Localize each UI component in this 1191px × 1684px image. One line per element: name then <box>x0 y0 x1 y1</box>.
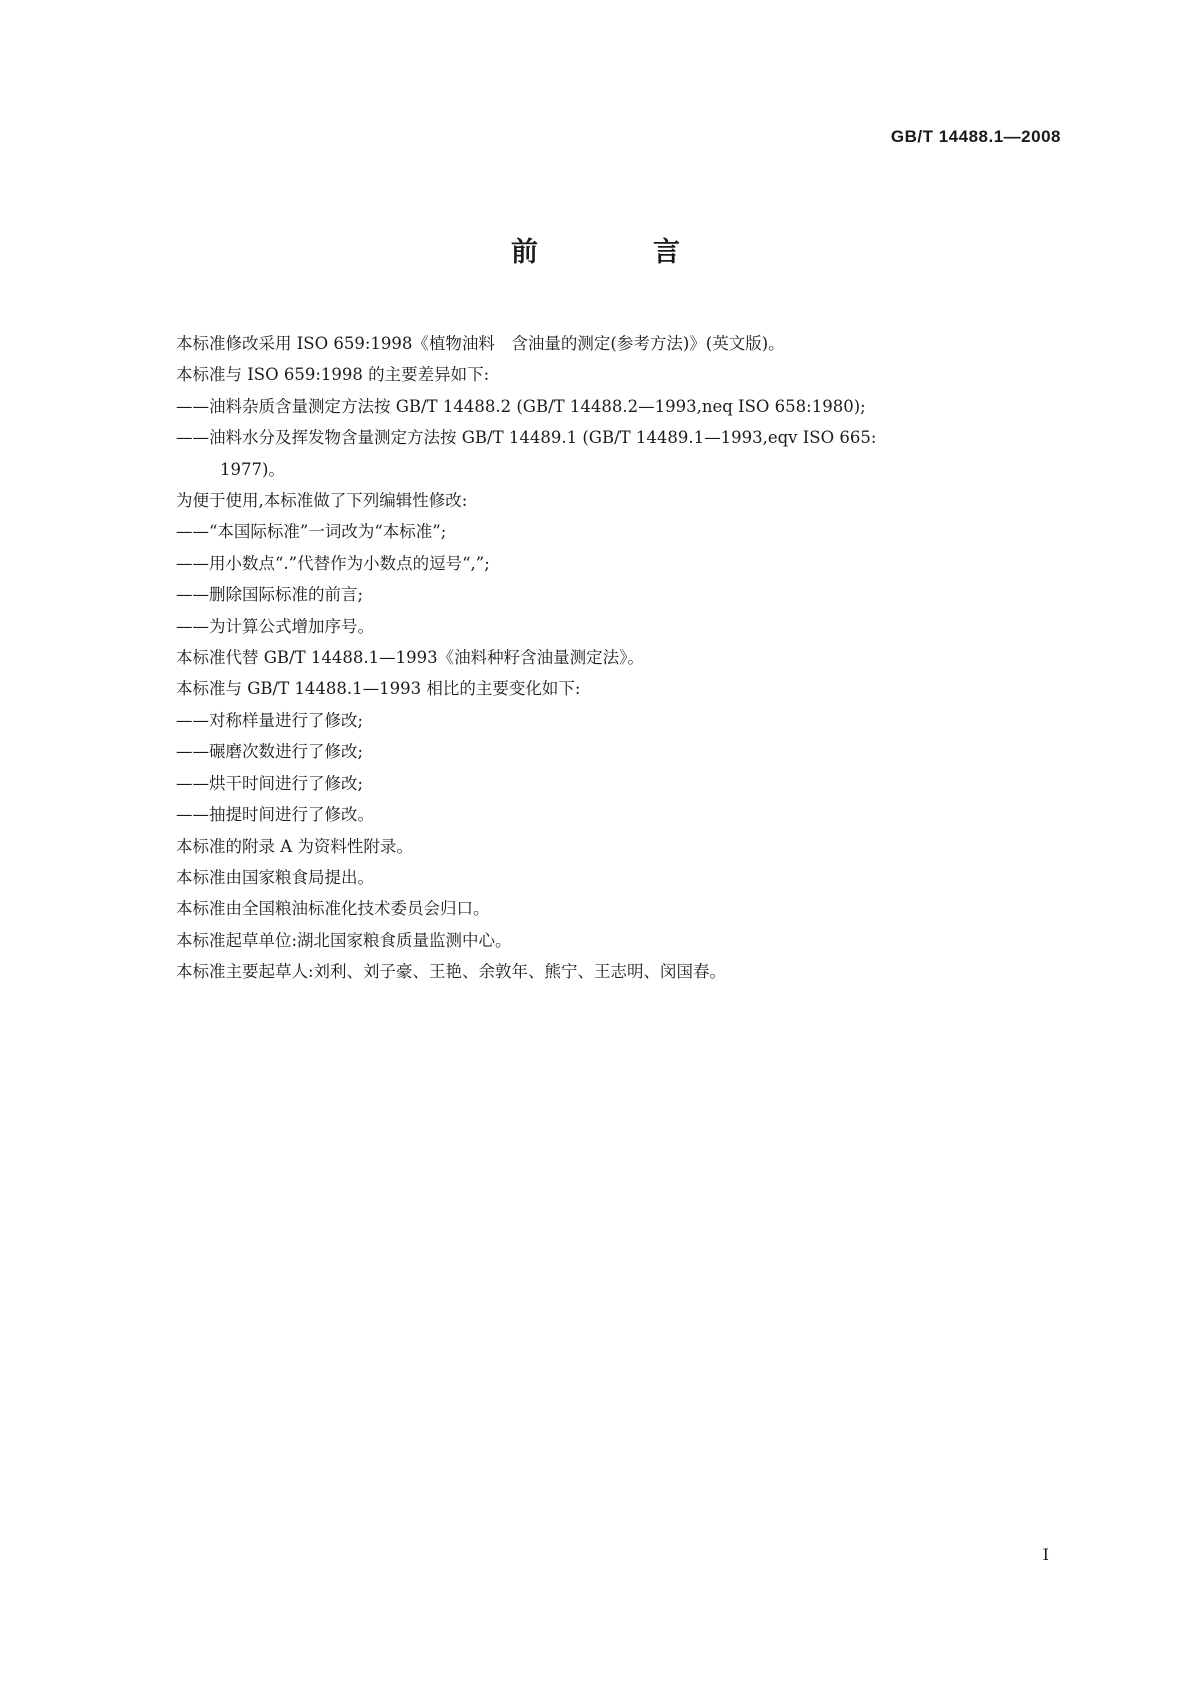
paragraph-differences-intro: 本标准与 ISO 659:1998 的主要差异如下: <box>176 365 490 385</box>
paragraph-editorial-intro: 为便于使用,本标准做了下列编辑性修改: <box>176 491 468 511</box>
paragraph-proposed-by: 本标准由国家粮食局提出。 <box>176 867 374 887</box>
page-number: I <box>1042 1545 1049 1564</box>
paragraph-annex: 本标准的附录 A 为资料性附录。 <box>176 836 413 856</box>
page-title: 前 言 <box>511 237 724 268</box>
list-item-editorial-2: ——用小数点“.”代替作为小数点的逗号“,”; <box>176 553 490 573</box>
foreword-body <box>176 328 1076 988</box>
list-item-change-3: ——烘干时间进行了修改; <box>176 773 364 793</box>
paragraph-drafters: 本标准主要起草人:刘利、刘子豪、王艳、余敦年、熊宁、王志明、闵国春。 <box>176 962 727 982</box>
list-item-moisture-method-continued: 1977)。 <box>220 459 285 479</box>
paragraph-centralized-by: 本标准由全国粮油标准化技术委员会归口。 <box>176 899 490 919</box>
list-item-editorial-4: ——为计算公式增加序号。 <box>176 616 374 636</box>
standard-code: GB/T 14488.1—2008 <box>890 127 1061 146</box>
list-item-editorial-1: ——“本国际标准”一词改为“本标准”; <box>176 522 447 542</box>
list-item-change-2: ——碾磨次数进行了修改; <box>176 742 364 762</box>
paragraph-adoption: 本标准修改采用 ISO 659:1998《植物油料 含油量的测定(参考方法)》(英文版)。 <box>176 334 785 353</box>
paragraph-changes-intro: 本标准与 GB/T 14488.1—1993 相比的主要变化如下: <box>176 679 581 699</box>
list-item-moisture-method: ——油料水分及挥发物含量测定方法按 GB/T 14489.1 (GB/T 14489.1—1993,eqv ISO 665: <box>176 428 877 448</box>
list-item-editorial-3: ——删除国际标准的前言; <box>176 585 364 605</box>
list-item-change-4: ——抽提时间进行了修改。 <box>176 805 374 825</box>
list-item-impurity-method: ——油料杂质含量测定方法按 GB/T 14488.2 (GB/T 14488.2—1993,neq ISO 658:1980); <box>176 396 866 416</box>
paragraph-drafting-unit: 本标准起草单位:湖北国家粮食质量监测中心。 <box>176 930 512 950</box>
list-item-change-1: ——对称样量进行了修改; <box>176 710 364 730</box>
paragraph-replaces: 本标准代替 GB/T 14488.1—1993《油料种籽含油量测定法》。 <box>176 648 644 668</box>
